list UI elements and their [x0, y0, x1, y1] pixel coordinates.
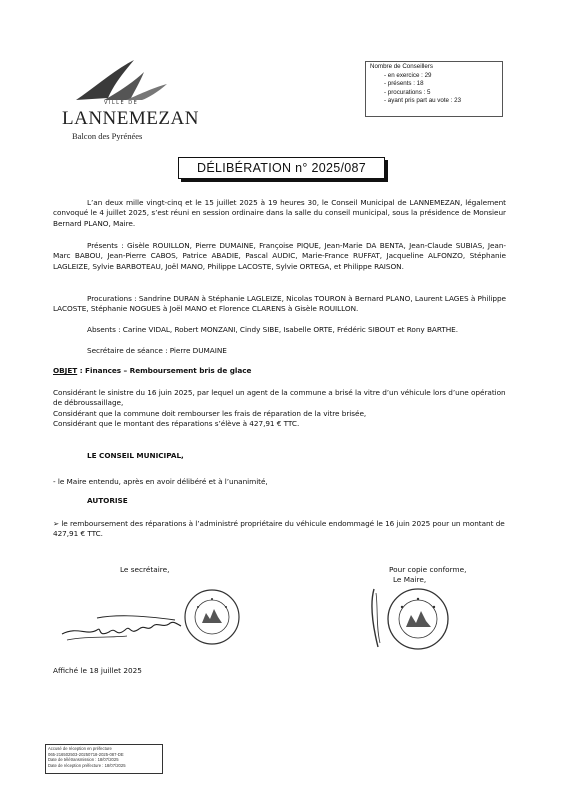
autorise-heading: AUTORISE: [87, 496, 128, 505]
conseillers-presents: - présents : 18: [384, 80, 424, 88]
conseillers-title: Nombre de Conseillers: [370, 63, 433, 70]
considerant-1: Considérant le sinistre du 16 juin 2025, par lequel un agent de la commune a brisé la vitre d’un véhicule lors d’une opération de débroussaillage,: [53, 388, 506, 408]
city-logo: [62, 58, 202, 148]
absents-paragraph: Absents : Carine VIDAL, Robert MONZANI, Cindy SIBE, Isabelle ORTE, Frédéric SIBOUT et Rony BARTHE.: [87, 325, 459, 334]
city-seal-right-icon: [368, 583, 460, 655]
city-seal-left-icon: [182, 587, 242, 647]
remboursement-paragraph: ➢ le remboursement des réparations à l’administré propriétaire du véhicule endommagé le 16 juin 2025 pour un montant de 427,91 € TTC.: [53, 519, 505, 539]
mountain-logo-icon: [74, 58, 169, 103]
secretaire-seance: Secrétaire de séance : Pierre DUMAINE: [87, 346, 227, 355]
conseillers-en-exercice: - en exercice : 29: [384, 71, 432, 79]
logo-city-name: LANNEMEZAN: [62, 108, 199, 129]
conseillers-procurations: - procurations : 5: [384, 88, 431, 96]
maire-label: Le Maire,: [393, 575, 427, 584]
affiche-date: Affiché le 18 juillet 2025: [53, 666, 142, 675]
secretaire-signature-icon: [57, 596, 185, 644]
objet-text: : Finances – Remboursement bris de glace: [77, 366, 252, 375]
prefecture-receipt-box: [45, 744, 163, 774]
logo-tagline: Balcon des Pyrénées: [72, 131, 143, 141]
logo-ville-text: VILLE DE: [104, 100, 139, 106]
objet-label: OBJET: [53, 366, 78, 375]
copie-conforme-label: Pour copie conforme,: [389, 565, 467, 574]
receipt-line-3: Date de télétransmission : 18/07/2025: [48, 757, 119, 762]
receipt-line-1: Accusé de réception en préfecture: [48, 746, 112, 751]
procurations-paragraph: Procurations : Sandrine DURAN à Stéphanie LAGLEIZE, Nicolas TOURON à Bernard PLANO, Laurent LAGES à Philippe LACOSTE, Stéphanie NOGUES à Joël MANO et Florence CLARENS à Gisèle ROUILLON.: [53, 294, 506, 314]
considerant-3: Considérant que le montant des réparations s’élève à 427,91 € TTC.: [53, 419, 300, 429]
deliberation-title: DÉLIBÉRATION n° 2025/087: [178, 157, 385, 179]
conseillers-box: [365, 61, 503, 117]
receipt-line-4: Date de réception préfecture : 18/07/2025: [48, 762, 126, 768]
considerants-block: [53, 388, 506, 430]
conseillers-votants: - ayant pris part au vote : 23: [384, 97, 462, 105]
receipt-line-2: 065-216502503-20250718-2025-087-DE: [48, 751, 124, 757]
maire-entendu: - le Maire entendu, après en avoir délibéré et à l’unanimité,: [53, 477, 268, 486]
secretaire-label: Le secrétaire,: [120, 565, 170, 574]
conseil-municipal-heading: LE CONSEIL MUNICIPAL,: [87, 451, 184, 460]
objet-heading: [53, 366, 506, 376]
intro-paragraph: L’an deux mille vingt-cinq et le 15 juillet 2025 à 19 heures 30, le Conseil Municipal de LANNEMEZAN, légalement convoqué le 4 juillet 2025, s’est réuni en session ordinaire dans la salle du conseil municipal, sous la présidence de Monsieur Bernard PLANO, Maire.: [53, 198, 506, 228]
presents-paragraph: Présents : Gisèle ROUILLON, Pierre DUMAINE, Françoise PIQUE, Jean-Marie DA BENTA, Jean-Claude SUBIAS, Jean-Marc BABOU, Jean-Pierre CABOS, Patrice ABADIE, Pascal AUDIC, Marie-France RUFFAT, Jacqueline ALFONZO, Stéphanie LAGLEIZE, Sylvie BARBOTEAU, Joël MANO, Philippe LACOSTE, Sylvie ORTEGA, et Philippe RAISON.: [53, 241, 506, 271]
considerant-2: Considérant que la commune doit rembourser les frais de réparation de la vitre brisée,: [53, 408, 367, 418]
